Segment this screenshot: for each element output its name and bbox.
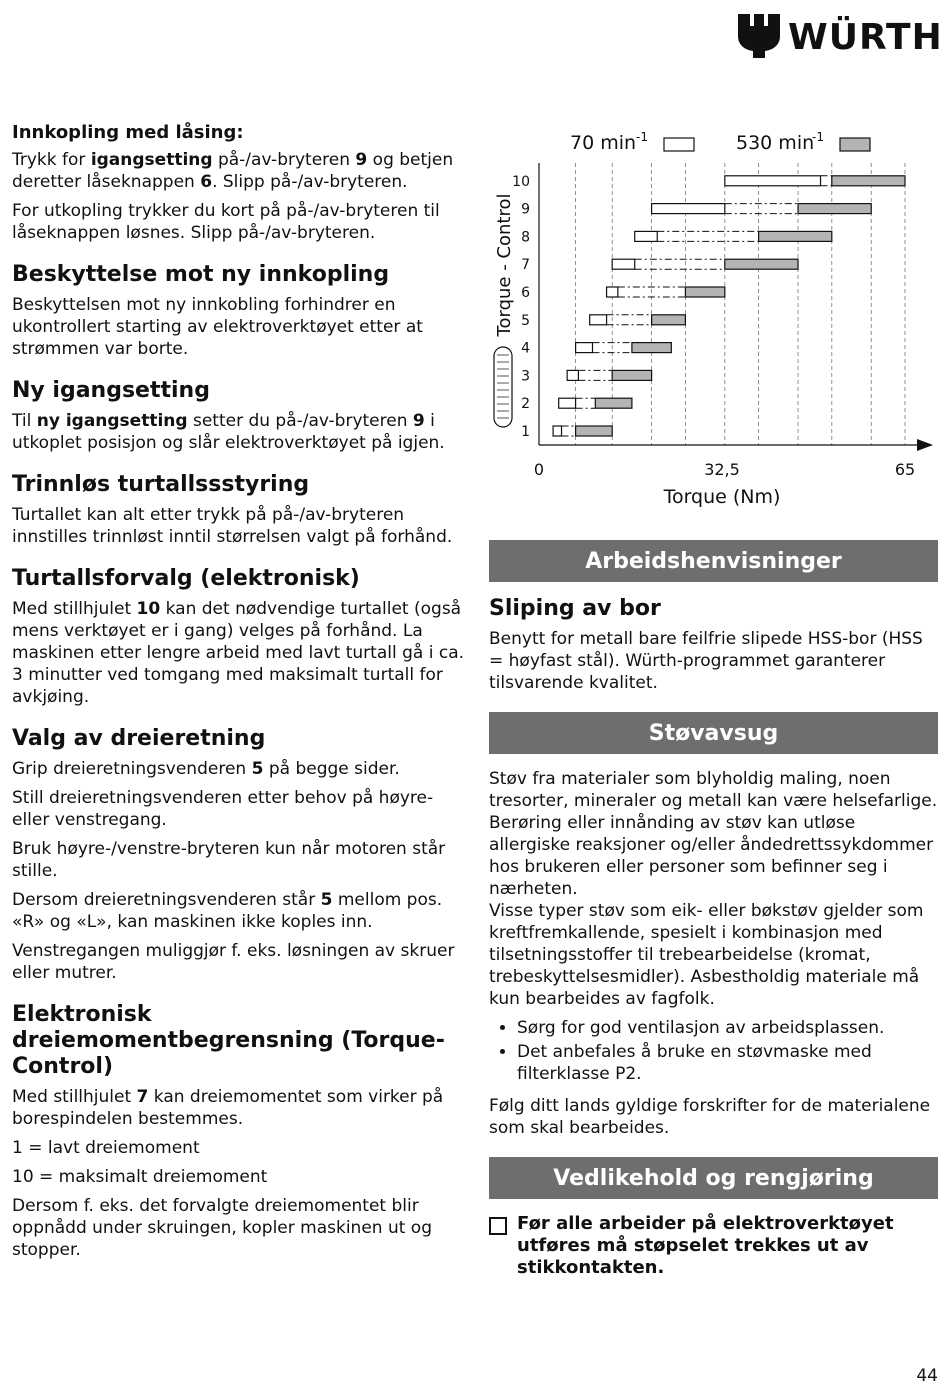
bar-530-rpm: [576, 426, 613, 436]
paragraph: Bruk høyre-/venstre-bryteren kun når motoren står stille.: [12, 839, 446, 881]
paragraph: Følg ditt lands gyldige forskrifter for de materialene som skal bearbeides.: [489, 1096, 931, 1138]
heading-torque-control: Elektronisk dreiemomentbegrensning (Torque-Control): [12, 1002, 445, 1079]
section-stovavsug: [489, 768, 938, 1139]
page-number: 44: [916, 1366, 938, 1386]
y-tick-label: 5: [521, 312, 530, 329]
paragraph: Dersom dreieretningsvenderen står 5 mellom pos. «R» og «L», kan maskinen ikke koples inn.: [12, 890, 443, 932]
y-tick-label: 1: [521, 424, 530, 440]
paragraph: Grip dreieretningsvenderen 5 på begge sider.: [12, 759, 400, 779]
torque-chart: [488, 125, 938, 520]
warning-text: Før alle arbeider på elektroverktøyet utføres må støpselet trekkes ut av stikkontakten.: [517, 1213, 894, 1278]
heading-trinnlos: Trinnløs turtallssstyring: [12, 472, 310, 497]
bar-530-rpm: [632, 343, 671, 353]
heading-beskyttelse: Beskyttelse mot ny innkopling: [12, 262, 390, 287]
legend-superscript: -1: [636, 130, 648, 144]
heading-sliping: Sliping av bor: [489, 596, 661, 621]
list-item: • Sørg for god ventilasjon av arbeidsplassen.: [517, 1017, 938, 1039]
bar-530-rpm: [725, 259, 798, 269]
paragraph: Turtallet kan alt etter trykk på på-/av-bryteren innstilles trinnløst inntil størrelsen valgt på forhånd.: [12, 505, 453, 547]
legend-swatch: [840, 138, 870, 151]
legend-label: 70 min: [570, 132, 637, 154]
legend-superscript: -1: [812, 130, 824, 144]
wurth-logo: [738, 14, 943, 60]
section-torque-control: [12, 1002, 467, 1261]
paragraph: 1 = lavt dreiemoment: [12, 1138, 200, 1158]
bar-70-rpm: [553, 426, 561, 436]
y-tick-label: 3: [521, 368, 530, 385]
legend-label: 530 min: [736, 132, 815, 154]
bar-70-rpm: [590, 315, 607, 325]
right-column: [489, 540, 938, 1279]
paragraph: Benytt for metall bare feilfrie slipede HSS-bor (HSS = høyfast stål). Würth-programmet garanterer tilsvarende kvalitet.: [489, 629, 923, 693]
bullet-list: [489, 1017, 938, 1085]
paragraph: For utkopling trykker du kort på på-/av-bryteren til låseknappen løsnes. Slipp på-/av-bryteren.: [12, 201, 440, 243]
y-tick-label: 8: [521, 229, 530, 246]
bar-70-rpm: [576, 343, 593, 353]
bar-70-rpm: [612, 259, 635, 269]
paragraph: Med stillhjulet 10 kan det nødvendige turtallet (også mens verktøyet er i gang) velges på forhånd. La maskinen etter lengre arbeid med lavt turtall gå i ca. 3 minutter ved tomgang med maksimalt turtall for avkjøing.: [12, 599, 465, 707]
paragraph: Still dreieretningsvenderen etter behov på høyre- eller venstregang.: [12, 788, 434, 830]
x-axis-arrow-icon: [917, 439, 933, 451]
section-trinnlos: [12, 472, 467, 548]
bar-530-rpm: [798, 204, 871, 214]
paragraph: Dersom f. eks. det forvalgte dreiemomentet blir oppnådd under skruingen, kopler maskinen ut og stopper.: [12, 1196, 433, 1260]
bar-530-rpm: [759, 231, 832, 241]
paragraph: Venstregangen muliggjør f. eks. løsningen av skruer eller mutrer.: [12, 941, 455, 983]
section-turtallsforvalg: [12, 566, 467, 708]
x-tick-label: 65: [894, 460, 916, 479]
y-tick-label: 10: [512, 173, 530, 190]
brand-name: WÜRTH: [788, 17, 943, 58]
bar-70-rpm: [652, 204, 725, 214]
left-column: [12, 122, 467, 1279]
section-ny-igangsetting: [12, 378, 467, 454]
paragraph: Visse typer støv som eik- eller bøkstøv gjelder som kreftfremkallende, spesielt i kombinasjon med tilsetningsstoffer til trebearbeidelse (kromat, trebeskyttelsesmidler). Asbestholdig materiale må kun bearbeides av fagfolk.: [489, 901, 924, 1009]
y-tick-label: 7: [521, 257, 530, 274]
y-axis-label: Torque - Control: [494, 193, 515, 337]
bar-70-rpm: [607, 287, 618, 297]
list-item: • Det anbefales å bruke en støvmaske med filterklasse P2.: [517, 1041, 938, 1085]
bar-70-rpm: [635, 231, 658, 241]
bar-70-rpm: [559, 398, 576, 408]
paragraph: Til ny igangsetting setter du på-/av-bryteren 9 i utkoplet posisjon og slår elektroverktøyet på igjen.: [12, 411, 445, 453]
warning-note: [489, 1213, 938, 1279]
bar-530-rpm: [595, 398, 632, 408]
heading-turtallsforvalg: Turtallsforvalg (elektronisk): [12, 566, 360, 591]
bar-530-rpm: [685, 287, 724, 297]
bar-70-rpm: [567, 370, 578, 380]
y-tick-label: 9: [521, 201, 530, 218]
paragraph: Beskyttelsen mot ny innkobling forhindrer en ukontrollert starting av elektroverktøyet etter at strømmen var borte.: [12, 295, 423, 359]
x-axis-label: Torque (Nm): [663, 486, 781, 508]
heading-ny-igangsetting: Ny igangsetting: [12, 378, 210, 403]
bar-530-rpm: [832, 176, 905, 186]
paragraph: Støv fra materialer som blyholdig maling, noen tresorter, mineraler og metall kan være helsefarlige. Berøring eller innånding av støv kan utløse allergiske reaksjoner og/eller åndedrettssykdommer hos brukeren eller personer som befinner seg i nærheten.: [489, 769, 938, 899]
paragraph: 10 = maksimalt dreiemoment: [12, 1167, 268, 1187]
section-sliping: [489, 596, 938, 694]
banner-vedlikehold: Vedlikehold og rengjøring: [489, 1157, 938, 1199]
heading-innkopling: Innkopling med låsing:: [12, 122, 244, 143]
paragraph: Med stillhjulet 7 kan dreiemomentet som virker på borespindelen bestemmes.: [12, 1087, 444, 1129]
banner-arbeidshenvisninger: Arbeidshenvisninger: [489, 540, 938, 582]
torque-dial-icon: [494, 347, 512, 427]
banner-stovavsug: Støvavsug: [489, 712, 938, 754]
bar-70-rpm: [725, 176, 821, 186]
legend-swatch: [664, 138, 694, 151]
section-dreieretning: [12, 726, 467, 984]
heading-dreieretning: Valg av dreieretning: [12, 726, 266, 751]
bar-530-rpm: [652, 315, 686, 325]
y-tick-label: 4: [521, 340, 530, 357]
x-tick-label: 0: [533, 460, 545, 479]
y-tick-label: 2: [521, 396, 530, 413]
section-beskyttelse: [12, 262, 467, 360]
paragraph: Trykk for igangsetting på-/av-bryteren 9 og betjen deretter låseknappen 6. Slipp på-/av-bryteren.: [12, 150, 454, 192]
y-tick-label: 6: [521, 285, 530, 301]
section-innkopling: [12, 122, 467, 244]
wurth-logo-icon: [738, 14, 780, 58]
x-tick-label: 32,5: [704, 460, 740, 479]
bar-530-rpm: [612, 370, 651, 380]
checkbox-square-icon: [489, 1217, 507, 1235]
